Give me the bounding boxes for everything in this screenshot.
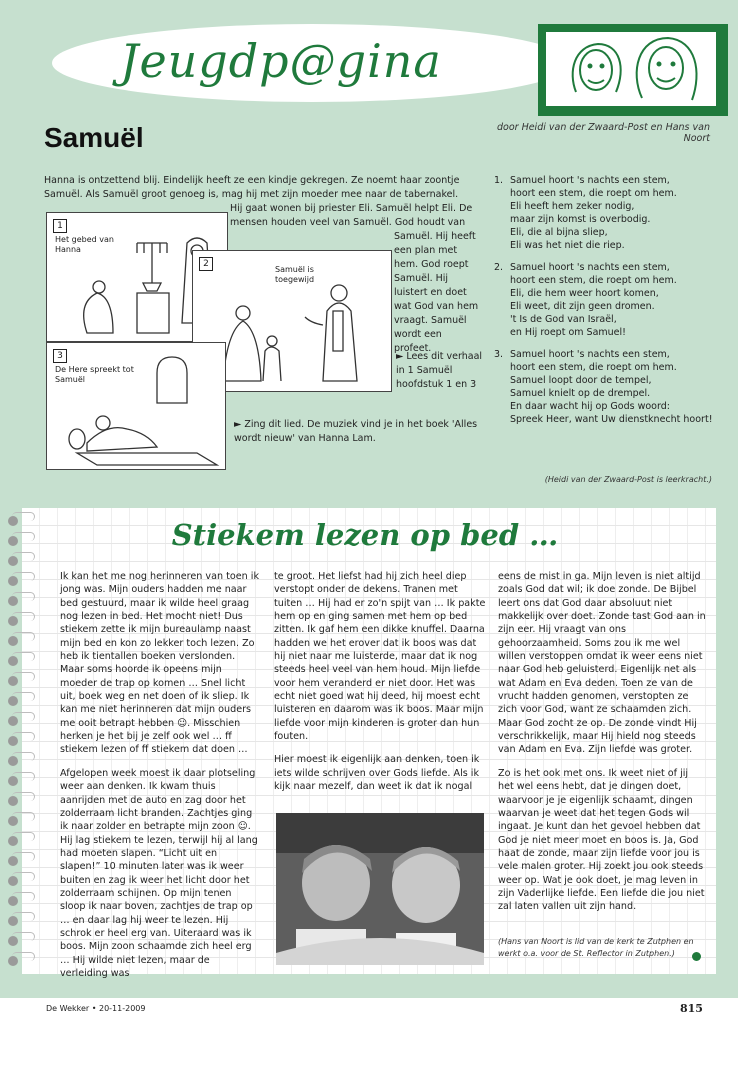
story-paragraph: eens de mist in ga. Mijn leven is niet altijd zoals God dat wil; ik doe zonde. De Bijbel leert ons dat God daar absoluut niet makkelijk over doet. Zonde tast God aan in zijn eer. Hij vraagt van ons gehoorzaamheid. Soms zou ik me wel willen verstoppen omdat ik weer eens niet naar God heb geluisterd. Eigenlijk net als wat Adam en Eva deden. Toen ze van de vrucht hadden genomen, verstopten ze zich voor God, want ze schaamden zich. Maar God zocht ze op. De zonde vindt Hij verschrikkelijk, maar Hij hield nog steeds van Adam en Eva. Zijn liefde was groter.	[498, 571, 706, 756]
story-paragraph: Ik kan het me nog herinneren van toen ik jong was. Mijn ouders hadden me naar bed gestuurd, maar ik wilde heel graag nog lezen in bed. Het mocht niet! Dus stiekem zette ik mijn bureaulamp naast mijn bed en kon zo lekker toch lezen. Zo heb ik tientallen boeken verslonden. Maar soms hoorde ik opeens mijn moeder de trap op komen … Snel licht uit, boek weg en net doen of ik sliep. Ik kan me niet herinneren dat mijn ouders me ooit betrapt hebben ☺. Misschien herken je het bij je zelf ook wel … ff stiekem lezen of ff stiekem dat doen …	[60, 571, 260, 756]
illustration-number: 1	[53, 219, 67, 233]
intro-paragraph-1: Hanna is ontzettend blij. Eindelijk heeft ze een kindje gekregen. Ze noemt haar zoontje Samuël. Als Samuël groot genoeg is, mag hij met zijn moeder mee naar de tabernakel.	[44, 175, 460, 200]
verse-line: Eli heeft hem zeker nodig,	[510, 201, 635, 212]
story-column-2	[274, 570, 486, 804]
story-column-1	[60, 570, 260, 990]
verse-line: 't Is de God van Israël,	[510, 314, 617, 325]
story-paragraph: Zo is het ook met ons. Ik weet niet of jij het wel eens hebt, dat je dingen doet, waarvoor je je eigenlijk schaamt, dingen waarvan je weet dat het tegen Gods wil ingaat. Je kunt dan het gevoel hebben dat God je niet meer moet en boos is. Ja, God haat de zonde, maar zijn liefde voor jou is vele malen groter. Hij zoekt jou ook steeds weer op. Wat je ook doet, je mag leven in zijn Vaderlijke liefde. Een liefde die jou niet zal laten vallen uit zijn hand.	[498, 767, 705, 913]
verse-line: Samuel hoort 's nachts een stem,	[510, 262, 670, 273]
illustration-caption: Samuël is toegewijd	[275, 265, 315, 284]
read-note: ► Lees dit verhaal in 1 Samuël hoofdstuk 1 en 3	[396, 351, 483, 390]
story-title: Stiekem lezen op bed …	[171, 518, 559, 552]
song-note: ► Zing dit lied. De muziek vind je in het boek 'Alles wordt nieuw' van Hanna Lam.	[234, 419, 478, 444]
verse-line: Samuel knielt op de drempel.	[510, 388, 651, 399]
verse-number: 2.	[494, 262, 504, 273]
verse-line: Eli weet, dit zijn geen dromen.	[510, 301, 655, 312]
intro-paragraph-3: Samuël. Hij heeft een plan met hem. God roept Samuël. Hij luistert en doet wat God van hem vraagt. Samuël wordt een profeet.	[394, 231, 479, 354]
song-verse	[494, 348, 716, 426]
verse-line: Samuel hoort 's nachts een stem,	[510, 349, 670, 360]
verse-number: 1.	[494, 175, 504, 186]
verse-line: hoort een stem, die roept om hem.	[510, 275, 677, 286]
verse-line: Spreek Heer, want Uw dienstknecht hoort!	[510, 414, 713, 425]
song-verses	[494, 174, 716, 435]
spiral-binding	[8, 512, 34, 972]
calling-drawing	[47, 343, 223, 467]
author-credit-top: (Heidi van der Zwaard-Post is leerkracht.)	[544, 475, 712, 484]
photo-drawing	[276, 813, 484, 965]
section-title: Samuël	[44, 122, 144, 153]
byline: door Heidi van der Zwaard-Post en Hans van Noort	[496, 122, 710, 144]
song-verse	[494, 174, 716, 252]
youth-faces-logo	[538, 24, 728, 116]
photo-boys-reading-in-bed	[276, 813, 484, 965]
illustration-lord-speaks	[46, 342, 226, 470]
intro-paragraph-2: Hij gaat wonen bij priester Eli. Samuël helpt Eli. De mensen houden veel van Samuël. God houdt van	[230, 203, 473, 228]
verse-line: maar zijn komst is overbodig.	[510, 214, 651, 225]
verse-number: 3.	[494, 349, 504, 360]
verse-line: Samuel hoort 's nachts een stem,	[510, 175, 670, 186]
magazine-title: Jeugdp@gina	[120, 34, 442, 88]
illustration-number: 3	[53, 349, 67, 363]
illustration-number: 2	[199, 257, 213, 271]
author-credit-bottom: (Hans van Noort is lid van de kerk te Zutphen en werkt o.a. voor de St. Reflector in Zutphen.)	[498, 937, 694, 958]
verse-line: En daar wacht hij op Gods woord:	[510, 401, 670, 412]
story-paragraph: te groot. Het liefst had hij zich heel diep verstopt onder de dekens. Tranen met tuiten … Hij had er zo'n spijt van … Ik pakte hem op en ging samen met hem op bed zitten. Ik gaf hem een dikke knuffel. Daarna hadden we het erover dat ik boos was dat hij niet naar me luisterde, maar dat ik nog steeds heel veel van hem houd. Mijn liefde voor hem veranderd er niet door. Het was echt niet goed wat hij deed, hij moest echt luisteren en daarom was ik boos. Maar mijn liefde voor mijn kinderen is groter dan hun fouten.	[274, 571, 486, 743]
verse-line: hoort een stem, die roept om hem.	[510, 362, 677, 373]
footer-publication: De Wekker • 20-11-2009	[46, 1004, 146, 1013]
illustration-caption: Het gebed van Hanna	[55, 235, 114, 254]
verse-line: en Hij roept om Samuel!	[510, 327, 626, 338]
illustration-caption: De Here spreekt tot Samuël	[55, 365, 134, 384]
page-number: 815	[680, 1002, 703, 1015]
story-column-3	[498, 570, 706, 924]
end-mark-dot	[692, 952, 701, 961]
verse-line: Eli, die al bijna sliep,	[510, 227, 608, 238]
verse-line: Eli, die hem weer hoort komen,	[510, 288, 659, 299]
verse-line: Samuel loopt door de tempel,	[510, 375, 652, 386]
verse-line: hoort een stem, die roept om hem.	[510, 188, 677, 199]
story-paragraph: Hier moest ik eigenlijk aan denken, toen ik iets wilde schrijven over Gods liefde. Als ik kijk naar mezelf, dan weet ik dat ik nogal	[274, 754, 480, 793]
song-verse	[494, 261, 716, 339]
verse-line: Eli was het niet die riep.	[510, 240, 625, 251]
faces-drawing	[546, 32, 716, 106]
story-paragraph: Afgelopen week moest ik daar plotseling weer aan denken. Ik kwam thuis aanrijden met de auto en zag door het zolderraam licht branden. Zachtjes ging ik naar zolder en betrapte mijn zoon ☺. Hij lag stiekem te lezen, terwijl hij al lang had moeten slapen. “Licht uit en slapen!” 10 minuten later was ik weer buiten en zag ik weer het licht door het zolderraam schijnen. Op mijn tenen sloop ik naar boven, zachtjes de trap op … en daar lag hij weer te lezen. Hij schrok er heel erg van. Uiteraard was ik boos. Mijn zoon schaamde zich heel erg … Hij wilde niet lezen, maar de verleiding was	[60, 767, 258, 979]
